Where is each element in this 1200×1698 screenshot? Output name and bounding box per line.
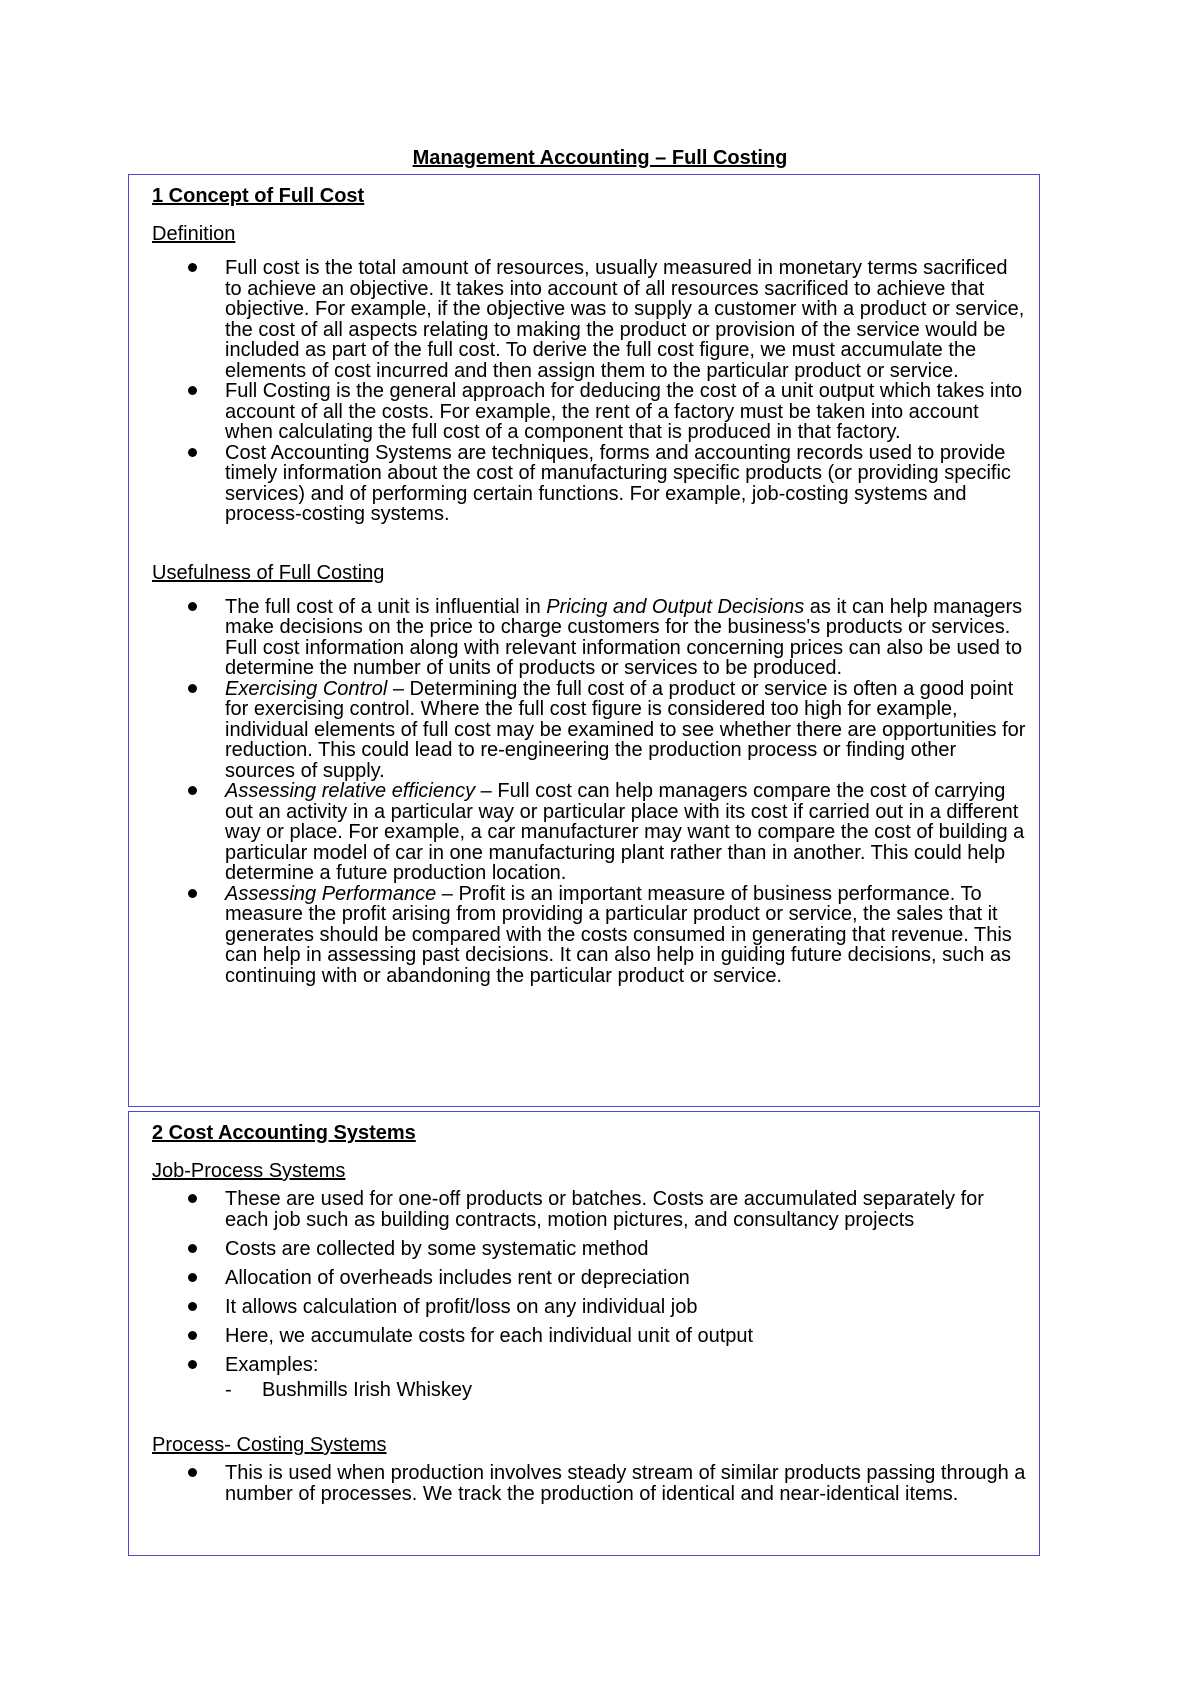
list-item: Full cost is the total amount of resources, usually measured in monetary terms sacrificed to achieve an objective. It takes into account of all resources sacrificed to achieve that objective. For example, if the objective was to supply a customer with a product or service, the cost of all aspects relating to making the product or provision of the service would be included as part of the full cost. To derive the full cost figure, we must accumulate the elements of cost incurred and then assign them to the particular product or service.: [152, 258, 1029, 381]
bullet-icon: [188, 1244, 197, 1253]
list-item: Allocation of overheads includes rent or depreciation: [152, 1268, 1029, 1289]
bullet-icon: [188, 1302, 197, 1311]
usefulness-heading: Usefulness of Full Costing: [152, 561, 385, 584]
bullet-icon: [188, 263, 197, 272]
bullet-icon: [188, 889, 197, 898]
process-costing-heading: Process- Costing Systems: [152, 1434, 387, 1456]
list-item: These are used for one-off products or batches. Costs are accumulated separately for each job such as building contracts, motion pictures, and consultancy projects: [152, 1189, 1029, 1230]
list-item: Full Costing is the general approach for deducing the cost of a unit output which takes into account of all the costs. For example, the rent of a factory must be taken into account when calculating the full cost of a component that is produced in that factory.: [152, 381, 1029, 443]
dash-marker: -: [225, 1379, 232, 1401]
bullet-icon: [188, 1468, 197, 1477]
list-item: It allows calculation of profit/loss on any individual job: [152, 1297, 1029, 1318]
example-item: - Bushmills Irish Whiskey: [225, 1379, 473, 1401]
bullet-icon: [188, 1194, 197, 1203]
list-item: Exercising Control – Determining the full cost of a product or service is often a good point for exercising control. Where the full cost figure is considered too high for example, individual elements of full cost may be examined to see whether there are opportunities for reduction. This could lead to re-engineering the production process or finding other sources of supply.: [152, 679, 1029, 782]
bullet-icon: [188, 1331, 197, 1340]
bullet-icon: [188, 786, 197, 795]
list-item: Assessing Performance – Profit is an important measure of business performance. To measure the profit arising from providing a particular product or service, the sales that it generates should be compared with the costs consumed in generating that revenue. This can help in assessing past decisions. It can also help in guiding future decisions, such as continuing with or abandoning the particular product or service.: [152, 884, 1029, 987]
bullet-icon: [188, 602, 197, 611]
list-item: The full cost of a unit is influential in Pricing and Output Decisions as it can help managers make decisions on the price to charge customers for the business's products or services. Full cost information along with relevant information concerning prices can also be used to determine the number of units of products or services to be produced.: [152, 597, 1029, 679]
usefulness-list: [152, 597, 1029, 987]
list-item: Examples:: [152, 1355, 1029, 1376]
bullet-icon: [188, 684, 197, 693]
section-heading: 2 Cost Accounting Systems: [152, 1122, 416, 1144]
definition-heading: Definition: [152, 223, 236, 245]
process-costing-list: [152, 1463, 1029, 1504]
bullet-icon: [188, 386, 197, 395]
list-item: Assessing relative efficiency – Full cost can help managers compare the cost of carrying out an activity in a particular way or particular place with its cost if carried out in a different way or place. For example, a car manufacturer may want to compare the cost of building a particular model of car in one manufacturing plant rather than in another. This could help determine a future production location.: [152, 781, 1029, 884]
bullet-icon: [188, 448, 197, 457]
definition-list: [152, 258, 1029, 525]
section-cost-accounting-systems: [128, 1111, 1040, 1556]
list-item: Cost Accounting Systems are techniques, forms and accounting records used to provide timely information about the cost of manufacturing specific products (or providing specific services) and of performing certain functions. For example, job-costing systems and process-costing systems.: [152, 443, 1029, 525]
list-item: Costs are collected by some systematic method: [152, 1239, 1029, 1260]
document-title: Management Accounting – Full Costing: [412, 147, 788, 169]
section-concept-of-full-cost: [128, 174, 1040, 1107]
job-process-list: [152, 1189, 1029, 1375]
list-item: This is used when production involves steady stream of similar products passing through a number of processes. We track the production of identical and near-identical items.: [152, 1463, 1029, 1504]
list-item: Here, we accumulate costs for each individual unit of output: [152, 1326, 1029, 1347]
job-process-heading: Job-Process Systems: [152, 1160, 346, 1182]
bullet-icon: [188, 1360, 197, 1369]
section-heading: 1 Concept of Full Cost: [152, 185, 365, 207]
bullet-icon: [188, 1273, 197, 1282]
